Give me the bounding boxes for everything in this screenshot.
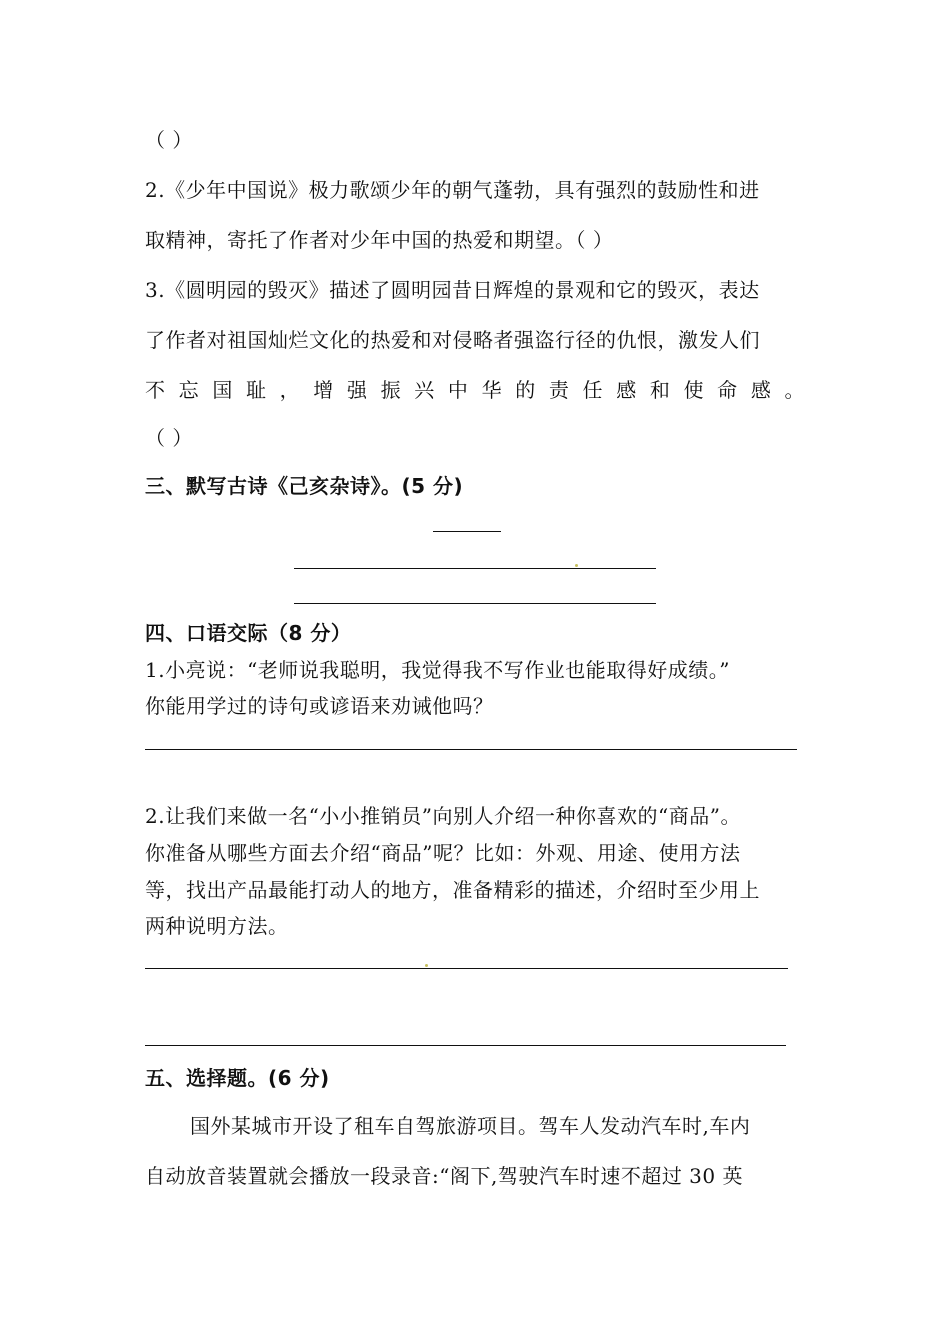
question-2-line-2: 你准备从哪些方面去介绍“商品”呢？比如：外观、用途、使用方法: [145, 841, 741, 865]
passage-line-2: 自动放音装置就会播放一段录音:“阁下,驾驶汽车时速不超过 30 英: [145, 1164, 743, 1188]
speck: [575, 564, 578, 567]
answer-parentheses: （ ）: [145, 426, 193, 450]
statement-3-line-2: 了作者对祖国灿烂文化的热爱和对侵略者强盗行径的仇恨，激发人们: [145, 328, 760, 352]
question-1-line-1: 1.小亮说：“老师说我聪明，我觉得我不写作业也能取得好成绩。”: [145, 658, 731, 682]
answer-parentheses: （ ）: [145, 128, 193, 152]
statement-2-line-1: 2.《少年中国说》极力歌颂少年的朝气蓬勃，具有强烈的鼓励性和进: [145, 178, 760, 202]
statement-3-line-3: 不 忘 国 耻 ， 增 强 振 兴 中 华 的 责 任 感 和 使 命 感 。: [145, 378, 805, 402]
poem-title-blank[interactable]: [433, 531, 501, 532]
poem-line-2-blank[interactable]: [294, 603, 656, 604]
passage-line-1: 国外某城市开设了租车自驾旅游项目。驾车人发动汽车时,车内: [190, 1114, 751, 1138]
question-2-answer-blank-1[interactable]: [145, 968, 788, 969]
question-1-line-2: 你能用学过的诗句或谚语来劝诫他吗？: [145, 694, 494, 718]
section-3-heading: 三、默写古诗《己亥杂诗》。(5 分): [145, 474, 464, 498]
question-1-answer-blank[interactable]: [145, 749, 797, 750]
section-5-heading: 五、选择题。(6 分): [145, 1066, 330, 1090]
speck: [425, 964, 428, 967]
question-2-answer-blank-2[interactable]: [145, 1045, 786, 1046]
question-2-line-4: 两种说明方法。: [145, 914, 289, 938]
statement-2-line-2: 取精神，寄托了作者对少年中国的热爱和期望。（ ）: [145, 228, 614, 252]
poem-line-1-blank[interactable]: [294, 568, 656, 569]
question-2-line-3: 等，找出产品最能打动人的地方，准备精彩的描述，介绍时至少用上: [145, 878, 760, 902]
section-4-heading: 四、口语交际（8 分）: [145, 621, 352, 645]
statement-3-line-1: 3.《圆明园的毁灭》描述了圆明园昔日辉煌的景观和它的毁灭，表达: [145, 278, 760, 302]
question-2-line-1: 2.让我们来做一名“小小推销员”向别人介绍一种你喜欢的“商品”。: [145, 804, 741, 828]
